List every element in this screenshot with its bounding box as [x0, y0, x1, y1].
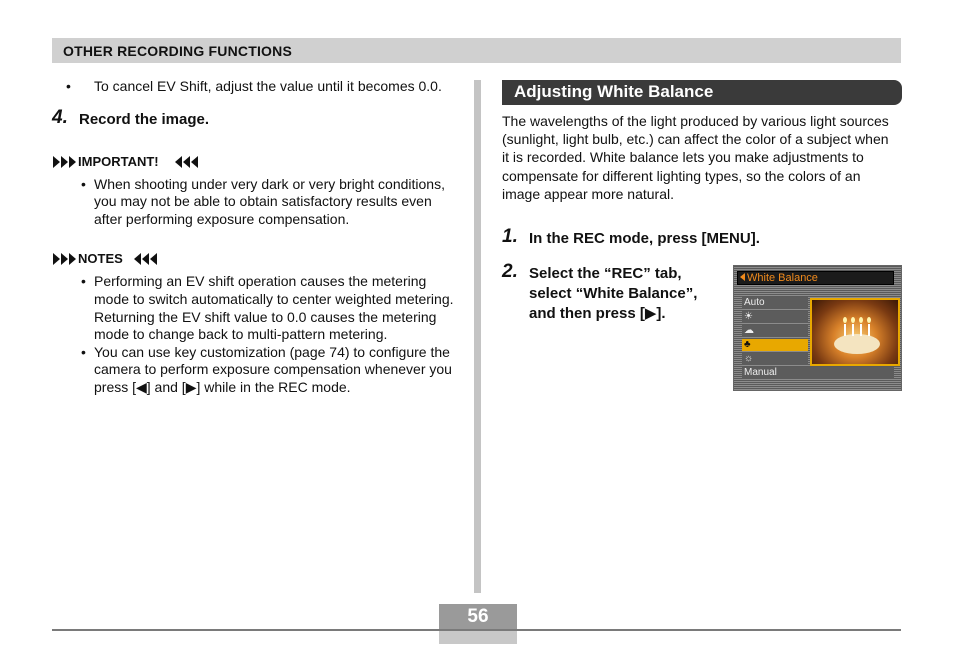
flame	[851, 317, 855, 323]
left-column	[52, 78, 462, 397]
lcd-menu-title: White Balance	[737, 271, 894, 285]
lcd-option-fluorescent-icon: ☼	[742, 353, 808, 365]
bullet-dot: •	[66, 78, 71, 94]
step-number: 1.	[502, 226, 518, 248]
lcd-option-daylight-icon: ☀	[742, 311, 808, 323]
notes-bullet-2: • You can use key customization (page 74) to configure the camera to perform exposure compensation whenever you press [◀] and [▶] while in the REC mode.	[81, 343, 452, 395]
candle	[844, 324, 846, 336]
bullet-cancel-ev: • To cancel EV Shift, adjust the value until it becomes 0.0.	[66, 78, 442, 94]
left-triangle-icon	[740, 273, 745, 281]
header-title: OTHER RECORDING FUNCTIONS	[63, 43, 292, 59]
footer-rule	[52, 629, 901, 631]
right-arrows-icon	[53, 253, 76, 265]
step-number: 4.	[52, 106, 68, 128]
flame	[843, 317, 847, 323]
notes-label: NOTES	[78, 251, 123, 267]
section-title: Adjusting White Balance	[502, 80, 902, 105]
step-4	[52, 106, 462, 130]
bullet-dot: •	[81, 175, 86, 192]
important-bullet: • When shooting under very dark or very bright conditions, you may not be able to obtain satisfactory results even after performing exposure compensation.	[81, 175, 445, 227]
page-number: 56	[467, 606, 489, 627]
step-text: In the REC mode, press [MENU].	[529, 230, 760, 248]
notes-bullet-1: • Performing an EV shift operation causes the metering mode to switch automatically to center weighted metering. Returning the EV shift value to 0.0 causes the metering mode to change back to multi-pattern metering.	[81, 273, 454, 343]
step-text: Record the image.	[79, 110, 210, 128]
right-arrows-icon	[53, 156, 76, 168]
lcd-option-tungsten-icon: ♣	[742, 339, 808, 351]
important-label: IMPORTANT!	[78, 153, 159, 169]
lcd-option-shade-icon: ☁	[742, 325, 808, 337]
column-divider	[474, 80, 481, 593]
candle	[860, 324, 862, 336]
step-2	[502, 261, 712, 324]
lcd-option-auto: Auto	[742, 297, 808, 309]
step-number: 2.	[502, 261, 518, 283]
step-text: Select the “REC” tab, select “White Balance”, and then press [▶].	[529, 265, 698, 323]
cake-shape	[834, 334, 880, 354]
lcd-option-manual: Manual	[742, 367, 894, 379]
intro-paragraph: The wavelengths of the light produced by various light sources (sunlight, light bulb, etc.) can affect the color of a subject when it is recorded. White balance lets you make adjustments to compensate for different lighting types, so the colors of an image appear more natural.	[502, 113, 889, 202]
notes-callout	[52, 250, 462, 268]
step-1	[502, 226, 902, 249]
flame	[867, 317, 871, 323]
flame	[859, 317, 863, 323]
bullet-dot: •	[81, 343, 86, 360]
candle	[868, 324, 870, 336]
birthday-cake-preview-image	[810, 298, 900, 366]
candle	[852, 324, 854, 336]
important-callout	[52, 153, 462, 171]
left-arrows-icon	[175, 156, 198, 168]
left-arrows-icon	[134, 253, 157, 265]
section-header-bar	[52, 38, 901, 63]
camera-lcd-screenshot	[733, 265, 902, 391]
bullet-dot: •	[81, 273, 86, 290]
